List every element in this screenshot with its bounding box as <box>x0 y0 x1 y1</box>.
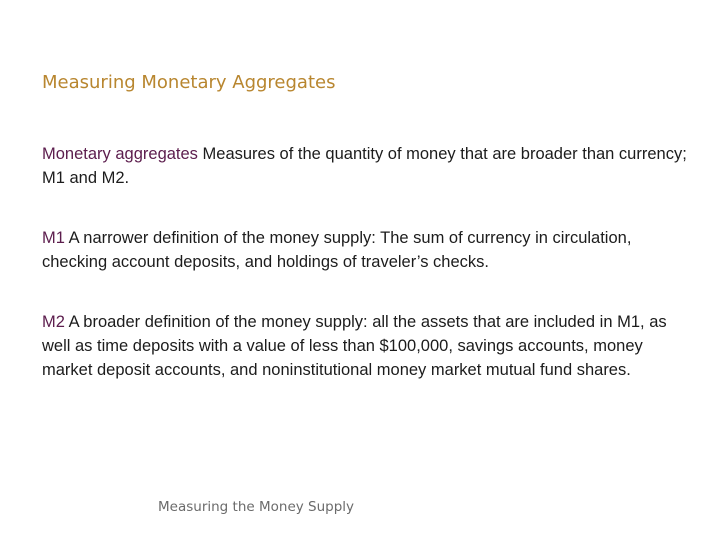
definition-text: A narrower definition of the money supply: The sum of currency in circulation, checking account deposits, and holdings of traveler’s checks. <box>42 229 632 271</box>
slide-footer: Measuring the Money Supply <box>158 499 355 515</box>
definition-m2 <box>42 310 687 382</box>
slide-title: Measuring Monetary Aggregates <box>42 72 336 93</box>
definition-m1 <box>42 226 687 274</box>
term-m2: M2 <box>42 313 65 331</box>
term-m1: M1 <box>42 229 65 247</box>
term-monetary-aggregates: Monetary aggregates <box>42 145 198 163</box>
definition-text: A broader definition of the money supply: all the assets that are included in M1, as well as time deposits with a value of less than $100,000, savings accounts, money market deposit accounts, and noninstitutional money market mutual fund shares. <box>42 313 667 379</box>
definition-monetary-aggregates <box>42 142 687 190</box>
definition-text: Measures of the quantity of money that are broader than currency; M1 and M2. <box>42 145 687 187</box>
